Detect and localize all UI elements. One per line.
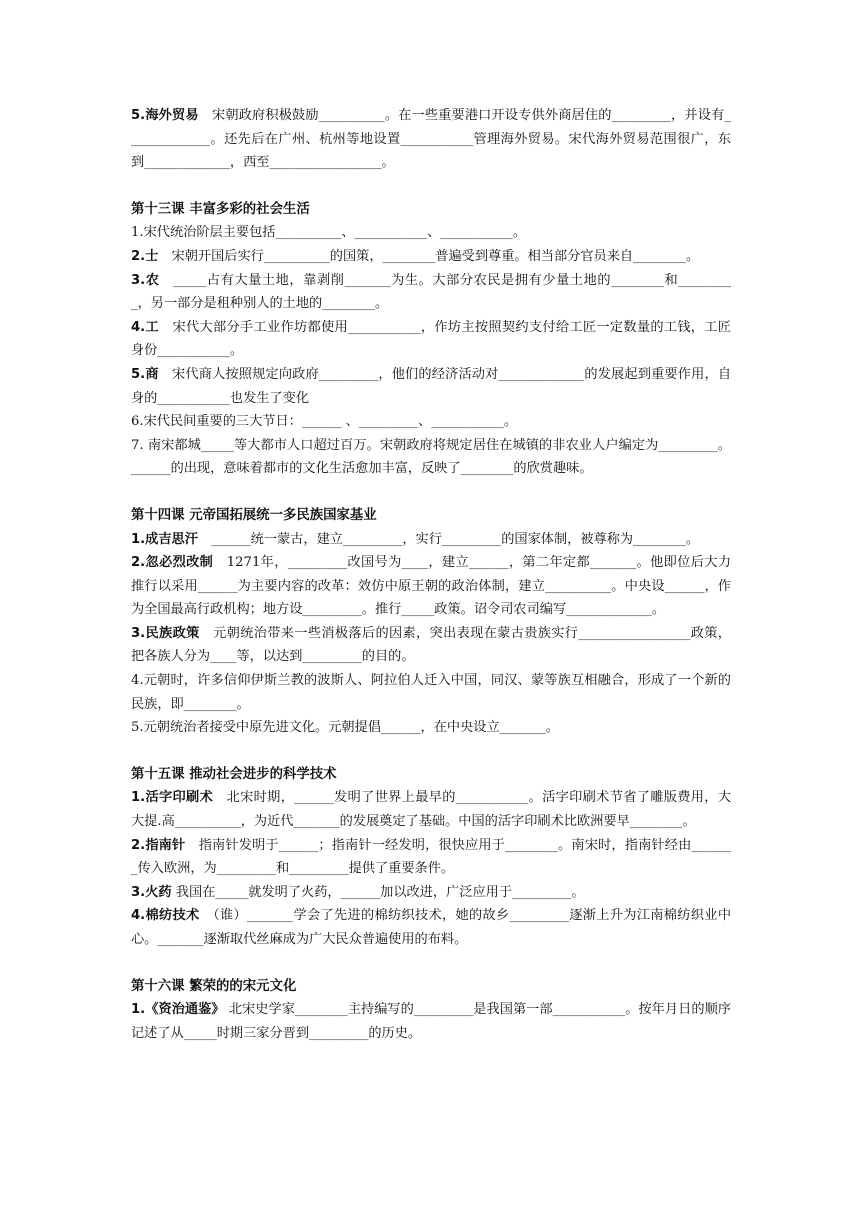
question-13-2: [131, 245, 731, 269]
question-text: 6.宋代民间重要的三大节日：______ 、_________、___________。: [131, 414, 518, 430]
question-term: 1.活字印刷术: [131, 790, 214, 806]
question-15-4: [131, 904, 731, 951]
section-lesson-13: [131, 198, 731, 481]
question-term: 4.棉纺技术: [131, 908, 200, 924]
question-14-1: [131, 528, 731, 552]
question-term: 4.工: [131, 319, 159, 335]
question-term: 2.指南针: [131, 837, 186, 853]
question-text: 北宋史学家________主持编写的_________是我国第一部___________。按年月日的顺序记述了从_____时期三家分晋到_________的历史。: [131, 1002, 731, 1041]
question-text: 宋代商人按照规定向政府_________，他们的经济活动对_____________的发展起到重要作用，自身的___________也发生了变化: [131, 366, 732, 406]
lesson-14-title: 第十四课 元帝国拓展统一多民族国家基业: [131, 507, 377, 523]
question-text: 4.元朝时，许多信仰伊斯兰教的波斯人、阿拉伯人迁入中国，同汉、蒙等族互相融合，形成了一个新的民族，即________。: [131, 673, 731, 712]
question-text: 1.宋代统治阶层主要包括__________、___________、___________。: [131, 225, 527, 241]
lesson-15-title: 第十五课 推动社会进步的科学技术: [131, 766, 337, 782]
question-13-6: [131, 410, 731, 434]
question-13-1: [131, 221, 731, 245]
question-16-1: [131, 998, 731, 1045]
question-text: 指南针发明于______；指南针一经发明，很快应用于________。南宋时，指南针经由_______传入欧洲，为_________和_________提供了重要条件。: [131, 837, 732, 877]
section-lesson-14: [131, 504, 731, 740]
question-text: 宋代大部分手工业作坊都使用___________，作坊主按照契约支付给工匠一定数量的工钱，工匠身份___________。: [131, 319, 731, 359]
question-14-3: [131, 622, 731, 669]
question-text: （谁）_______学会了先进的棉纺织技术，她的故乡_________逐渐上升为江南棉纺织业中心。_______逐渐取代丝麻成为广大民众普遍使用的布料。: [131, 908, 732, 947]
question-13-5: [131, 363, 731, 410]
question-text: 1271年，_________改国号为____，建立______，第二年定都_______。他即位后大力推行以采用______为主要内容的改革：效仿中原王朝的政治体制，建立__________。中央设______，作为全国最高行政机构；地方设_________。推行_____政策。诏令司农司编写_____________。: [131, 555, 732, 618]
question-term: 5.海外贸易: [131, 108, 199, 123]
lesson-13-title: 第十三课 丰富多彩的社会生活: [131, 201, 310, 217]
question-15-1: [131, 786, 731, 833]
question-text: 7. 南宋都城_____等大都市人口超过百万。宋朝政府将规定居住在城镇的非农业人户编定为_________。______的出现，意味着都市的文化生活愈加丰富，反映了________的欣赏趣味。: [131, 437, 731, 477]
question-term: 2.忽必烈改制: [131, 555, 214, 571]
lesson-16-title: 第十六课 繁荣的的宋元文化: [131, 978, 297, 994]
question-text: 宋朝开国后实行__________的国策，________普遍受到尊重。相当部分官员来自________。: [158, 248, 700, 264]
question-maritime-trade: [131, 104, 731, 175]
section-lesson-15: [131, 763, 731, 952]
question-term: 3.民族政策: [131, 625, 200, 641]
question-term: 3.火药: [131, 884, 172, 900]
question-term: 1.成吉思汗: [131, 531, 198, 547]
question-14-2: [131, 551, 731, 622]
section-lesson-16: [131, 975, 731, 1046]
question-text: ______统一蒙古，建立_________，实行_________的国家体制，被尊称为________。: [197, 531, 700, 547]
question-text: 元朝统治带来一些消极落后的因素，突出表现在蒙古贵族实行_________________政策，把各族人分为____等，以达到_________的目的。: [131, 625, 731, 665]
question-15-2: [131, 834, 731, 881]
question-text: 5.元朝统治者接受中原先进文化。元朝提倡______，在中央设立_______。: [131, 720, 559, 736]
question-15-3: [131, 881, 731, 905]
question-13-3: [131, 269, 731, 316]
question-text: 北宋时期，______发明了世界上最早的___________。活字印刷术节省了雕版费用，大大提.高__________，为近代_______的发展奠定了基础。中国的活字印刷术比欧洲要早________。: [131, 790, 732, 830]
question-text: 宋朝政府积极鼓励__________。在一些重要港口开设专供外商居住的_________，并设有_____________。还先后在广州、杭州等地设置___________管理海外贸易。宋代海外贸易范围很广，东到_____________，西至_________________。: [131, 108, 731, 171]
worksheet-page: [131, 104, 731, 1045]
question-term: 5.商: [131, 366, 159, 382]
question-text: 我国在_____就发明了火药，______加以改进，广泛应用于_________。: [171, 884, 585, 900]
question-13-4: [131, 316, 731, 363]
question-13-7: [131, 434, 731, 481]
question-term: 3.农: [131, 272, 160, 288]
question-14-5: [131, 716, 731, 740]
question-term: 1.《资治通鉴》: [131, 1002, 225, 1018]
section-maritime-trade: [131, 104, 731, 175]
question-14-4: [131, 669, 731, 716]
question-text: _____占有大量土地，靠剥削_______为生。大部分农民是拥有少量土地的________和_________，另一部分是租种别人的土地的________。: [131, 272, 732, 312]
question-term: 2.士: [131, 248, 159, 264]
